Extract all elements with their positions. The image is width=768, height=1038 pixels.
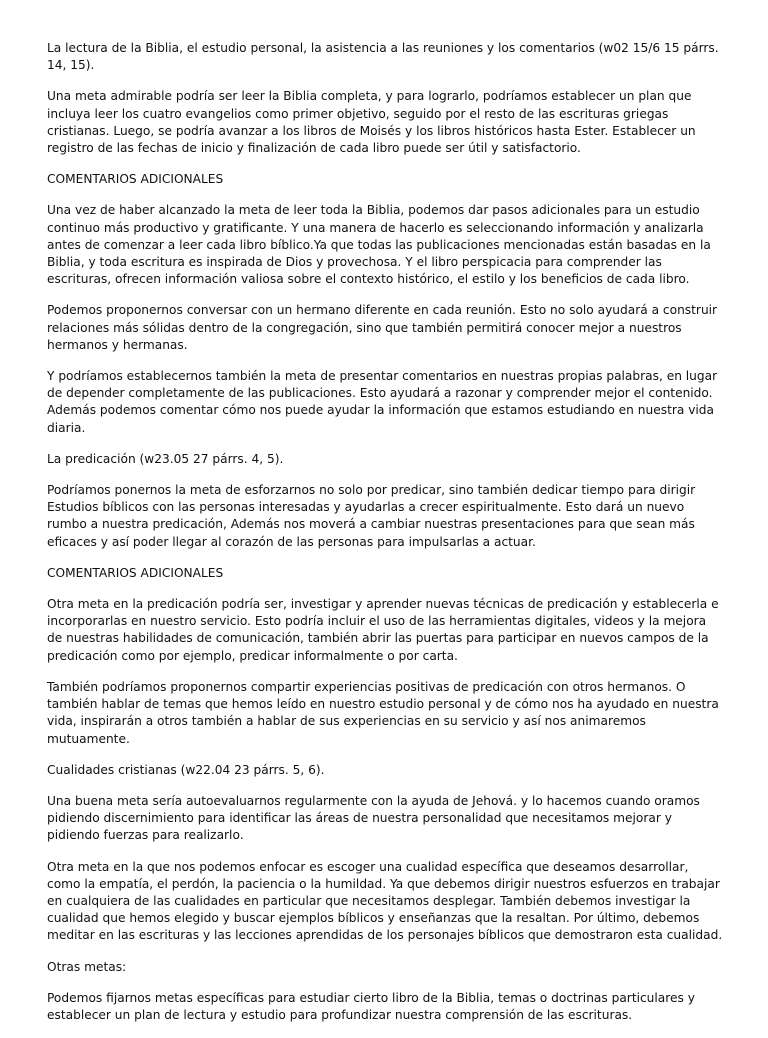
- paragraph-preaching-heading: La predicación (w23.05 27 párrs. 4, 5).: [47, 451, 284, 466]
- paragraph-share-experiences: También podríamos proponernos compartir experiencias positivas de predicación con otros hermanos. O también hablar de temas que hemos leído en nuestro estudio personal y de cómo nos ha ayudado en nuestra vida, inspirarán a otros también a hablar de sus experiencias en su servicio y así nos animaremos mutuamente.: [47, 679, 719, 746]
- paragraph-continued-study: Una vez de haber alcanzado la meta de leer toda la Biblia, podemos dar pasos adicionales para un estudio continuo más productivo y gratificante. Y una manera de hacerlo es seleccionando información y analizarla antes de comenzar a leer cada libro bíblico.Ya que todas las publicaciones mencionadas están basadas en la Biblia, y toda escritura es inspirada de Dios y provechosa. Y el libro perspicacia para comprender las escrituras, ofrecen información valiosa sobre el contexto histórico, el estilo y los beneficios de cada libro.: [47, 203, 711, 287]
- section-heading-additional-comments-2: COMENTARIOS ADICIONALES: [47, 565, 224, 580]
- paragraph-own-comments: Y podríamos establecernos también la meta de presentar comentarios en nuestras propias palabras, en lugar de depender completamente de las publicaciones. Esto ayudará a razonar y comprender mejor el contenido. Además podemos comentar cómo nos puede ayudar la información que estamos estudiando en nuestra vida diaria.: [47, 369, 718, 435]
- paragraph-preaching-techniques: Otra meta en la predicación podría ser, investigar y aprender nuevas técnicas de predicación y establecerla e incorporarlas en nuestro servicio. Esto podría incluir el uso de las herramientas digitales, videos y la mejora de nuestras habilidades de comunicación, también abrir las puertas para participar en nuevos campos de la predicación como por ejemplo, predicar informalmente o por carta.: [47, 597, 719, 663]
- paragraph-conversations: Podemos proponernos conversar con un hermano diferente en cada reunión. Esto no solo ayudará a construir relaciones más sólidas dentro de la congregación, sino que también permitirá conocer mejor a nuestros hermanos y hermanas.: [47, 303, 718, 352]
- paragraph-study-plan: Podemos fijarnos metas específicas para estudiar cierto libro de la Biblia, temas o doctrinas particulares y establecer un plan de lectura y estudio para profundizar nuestra comprensión de las escrituras.: [47, 990, 695, 1022]
- paragraph-self-evaluation: Una buena meta sería autoevaluarnos regularmente con la ayuda de Jehová. y lo hacemos cuando oramos pidiendo discernimiento para identificar las áreas de nuestra personalidad que necesitamos mejorar y pidiendo fuerzas para realizarlo.: [47, 793, 700, 843]
- paragraph-christian-qualities-heading: Cualidades cristianas (w22.04 23 párrs. 5, 6).: [47, 762, 325, 777]
- paragraph-specific-quality: Otra meta en la que nos podemos enfocar es escoger una cualidad específica que deseamos desarrollar, como la empatía, el perdón, la paciencia o la humildad. Ya que debemos dirigir nuestros esfuerzos en trabajar en cualquiera de las cualidades en particular que necesitamos desplegar. También debemos investigar la cualidad que hemos elegido y buscar ejemplos bíblicos y enseñanzas que la resaltan. Por último, debemos meditar en las escrituras y las lecciones aprendidas de los personajes bíblicos que demostraron esta cualidad.: [47, 859, 723, 943]
- paragraph-bible-reading-heading: La lectura de la Biblia, el estudio personal, la asistencia a las reuniones y los comentarios (w02 15/6 15 párrs. 14, 15).: [47, 41, 719, 73]
- paragraph-other-goals-heading: Otras metas:: [47, 959, 127, 974]
- paragraph-reading-plan: Una meta admirable podría ser leer la Biblia completa, y para lograrlo, podríamos establecer un plan que incluya leer los cuatro evangelios como primer objetivo, seguido por el resto de las escrituras griegas cristianas. Luego, se podría avanzar a los libros de Moisés y los libros históricos hasta Ester. Establecer un registro de las fechas de inicio y finalización de cada libro puede ser útil y satisfactorio.: [47, 89, 696, 156]
- section-heading-additional-comments: COMENTARIOS ADICIONALES: [47, 172, 224, 187]
- document-body: [47, 40, 725, 1038]
- paragraph-bible-studies: Podríamos ponernos la meta de esforzarnos no solo por predicar, sino también dedicar tiempo para dirigir Estudios bíblicos con las personas interesadas y ayudarlas a crecer espiritualmente. Esto dará un nuevo rumbo a nuestra predicación, Además nos moverá a cambiar nuestras presentaciones para que sean más eficaces y así poder llegar al corazón de las personas para impulsarlas a actuar.: [47, 483, 696, 549]
